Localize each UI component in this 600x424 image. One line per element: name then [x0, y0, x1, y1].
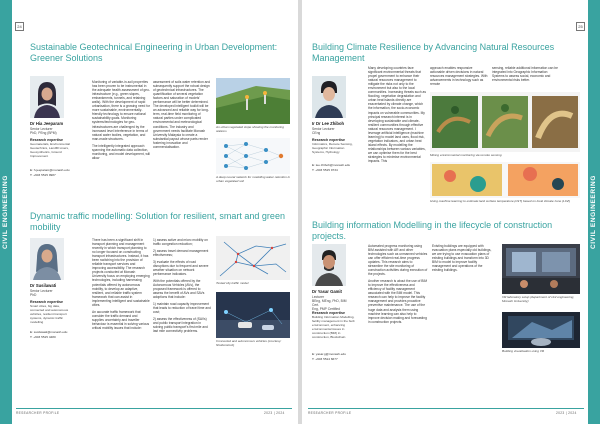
article-title: Building Climate Resilience by Advancing Natural Resources Management — [312, 42, 555, 63]
author-portrait — [30, 238, 64, 280]
expertise-text: Geomaterials, Environmental Geotechnics, Landfill Liners, Geosynthetics, Ground Improvement — [30, 142, 70, 158]
article-column-1 — [92, 238, 150, 333]
article-column-3 — [492, 66, 558, 85]
footer-right: 2023 | 2024 — [556, 411, 577, 415]
paragraph: Many developing countries face significant environmental threats that propel government to enhance their natural resources management to mitigate the risks not only to the environment but also to the local communities. Increasing threats such as flooding, vegetation degradation and urban heat islands directly are exacerbated by climate change, which the information, the socio-economic impacts on vulnerable communities. My principal research interest is in developing sustainable and climate-resilient communities through effective natural resources management. I leverage artificial intelligence (machine learning) to model land uses, flood risk, vegetation indicators, and urban heat island effects. By modelling the relationships between various variables, we can optimise them for the best strategies to minimise environmental impacts. This — [368, 66, 426, 164]
author-email[interactable]: E: h.jeeparam@monash.edu — [30, 168, 70, 172]
paragraph: assessment of soils water retention and subsequently support the robust design of geotechnical infrastructures. The quantification of several vegetation factors and saturation of models’ performance will be better determined. The developed intelligent toolkit will be an advanced and reliable way for long-term, real-time field monitoring of natural parties under complicated environmental and meteorological conditions. The industry and government needs facilitate Monash University Malaysia to create a substantial payout whose parts render fostering innovation and commercialisation. — [153, 80, 211, 149]
section-tab — [0, 0, 12, 424]
figure-caption: Using machine learning to estimate land surface temperature (LST) based on local climate zone (LCZ) — [430, 199, 570, 203]
neural-network-figure — [216, 138, 290, 174]
left-page — [0, 0, 298, 424]
section-tab — [588, 0, 600, 424]
paragraph: Another research is about the use of BIM to improve the effectiveness and efficiency of facility management associated with the BIM model. This research can help to improve the facility management and provides proactive preventive maintenance. The use of the huge data and analysis them using machine learning can also help to improve decision making and forecasting in construction projects. — [368, 279, 428, 324]
author-name: Ir Dr Lee Zhiboh — [312, 121, 345, 126]
right-page — [302, 0, 600, 424]
page-number: 24 — [15, 22, 24, 31]
figure-caption: Mining environmental monitoring via remote sensing — [430, 153, 502, 157]
article-column-2 — [430, 66, 488, 89]
paragraph: The intelligently integrated approach spanning the automatic data collection, monitoring, and model development, will allow — [92, 143, 150, 160]
paragraph: 1) assess active and micro mobility on traffic congestion reduction; — [153, 238, 208, 247]
vr-visualisation-photo — [502, 312, 580, 348]
paragraph: Automated progress monitoring using BIM assisted with AR and other technologies such as unmanned vehicles can offer efficient real-time progress updates. This research aims to streamline the site monitoring of construction activities during execution of the projects. — [368, 244, 428, 277]
author-portrait — [312, 76, 346, 118]
figure-caption: VR laboratory setup (department of civil engineering, Monash University) — [502, 295, 575, 303]
expertise-heading: Research expertise — [312, 138, 345, 142]
author-role: Senior Lecturer CEng — [312, 127, 335, 135]
footer-rule — [308, 408, 584, 409]
author-portrait — [30, 76, 64, 118]
author-role: Senior Lecturer PhD, PEng (BPM) — [30, 127, 57, 135]
expertise-heading: Research expertise — [30, 138, 63, 142]
figure-caption: Building visualisation using VR — [502, 349, 545, 353]
footer-rule — [16, 408, 292, 409]
article-column-2 — [432, 244, 494, 275]
footer-right: 2023 | 2024 — [264, 411, 285, 415]
paragraph: With the potentials offered by the Autonomous Vehicles (AVs), the proposed framework is offered to assess the benefit of AVs and SAVs adoptions that include: — [153, 278, 205, 299]
author-email[interactable]: E: susilawati@monash.edu — [30, 330, 68, 334]
expertise-heading: Research expertise — [30, 300, 63, 304]
article-column-1 — [368, 244, 428, 326]
paragraph: Monitoring of variable-in-soil properties has been proven to be instrumental in the adequate health assessment of geo-infrastructure (e.g., green slopes, embankments, tunnels, and retaining walls). With the development of rapid urbanisation, there is a growing need for more sustainable, environmentally-friendly technology to ensure national sustainability goals. Monitoring systems/technologies for geo-infrastructures are challenged by the increased level interference in terms of natural water bodies, vegetation, and man-made structures. — [92, 80, 150, 141]
figure-caption: Connected and autonomous vehicles (courtesy: Shutterstock) — [216, 339, 282, 347]
author-role: Lecturer BEng, MEng, PhD, BIM Cert. Eng, PMP Certified — [312, 295, 347, 311]
article-column-1 — [368, 66, 426, 166]
author-phone: T: +603 5514 6677 — [312, 357, 338, 361]
article-title: Building information Modelling in the lifecycle of construction projects. — [312, 220, 553, 241]
author-phone: T: +603 5515 9734 — [312, 168, 338, 172]
expertise-text: Informatics, Remote Sensing, Geographic Information Systems, Hydrology — [312, 142, 353, 154]
article-column-1 — [92, 80, 150, 162]
author-name: Dr Hia Jeeparam — [30, 121, 64, 126]
author-name: Dr Yasar Gamit — [312, 289, 342, 294]
paragraph: An accurate traffic framework that consider the traffic demand and supplies uncertainty and traveller behaviour is essential in solving various critical mobility issues that include: — [92, 309, 150, 330]
article-column-2 — [153, 238, 211, 336]
figure-caption: A deep neural network for modelling water retention in urban vegetated soil — [216, 175, 291, 183]
remote-sensing-figure — [430, 92, 580, 152]
footer-left: RESEARCHER PROFILE — [308, 411, 352, 415]
paragraph: sensing, reliable additional information can be integrated into Geographic Information Systems to assess social, economic and environmental risks better. — [492, 66, 558, 83]
article-title: Sustainable Geotechnical Engineering in Urban Development: Greener Solutions — [30, 42, 278, 63]
expertise-heading: Research expertise — [312, 311, 345, 315]
expertise-text: Smart cities, big data, connected and autonomous vehicles, resilient transport systems, dynamic traffic modelling — [30, 304, 69, 324]
slope-monitoring-photo — [216, 78, 290, 124]
article-title: Dynamic traffic modelling: Solution for resilient, smart and green mobility — [30, 211, 285, 232]
paragraph: Existing buildings are equipped with evacuation plans especially old buildings, we are trying to use evacuation plans of existing buildings and transform into 3D BIM to model to improve facility management and operations of the existing buildings. — [432, 244, 492, 273]
paragraph: 2) assess the effectiveness of (SAVs) and public transport integration in solving public transport's first mile and last mile connectivity problems. — [153, 316, 208, 333]
author-portrait — [312, 244, 346, 286]
autonomous-vehicles-photo — [216, 292, 290, 338]
paragraph: There has been a significant shift in transport planning and management recently in which transport planning to no longer focused on constructing transport infrastructures. Instead, it has been switching into the provision of reliable transport services and improving accessibility. The research projects conducted at Monash University focus on employing emerging technologies, including harnessing potentials offered by autonomous mobility, to develop an adaptive, resilient, and reliable traffic system framework that can assist in implementing intelligent and sustainable cities. — [92, 238, 150, 307]
paragraph: 1) maintain road capacity improvement that leads to reduction of travel time and cost; — [153, 301, 211, 314]
figure-caption: An urban vegetated slope showing the monitoring stations — [216, 125, 284, 133]
figure-caption: Tested city traffic model — [216, 281, 249, 285]
vr-laboratory-photo — [502, 244, 580, 294]
footer-left: RESEARCHER PROFILE — [16, 411, 60, 415]
paragraph: 2) assess travel demand management effectiveness; — [153, 248, 209, 257]
page-number: 25 — [576, 22, 585, 31]
paragraph: 3) evaluate the effects of road disruptions due to frequent and severe weather situation on network performance indicators. — [153, 259, 209, 276]
section-tab-label: CIVIL ENGINEERING — [2, 175, 9, 250]
land-surface-temperature-figure — [430, 162, 580, 198]
author-email[interactable]: E: lee.zhiboh@monash.edu — [312, 163, 351, 167]
author-email[interactable]: E: yasar.g@monash.edu — [312, 352, 346, 356]
author-phone: T: +603 5515 9987 — [30, 173, 56, 177]
paragraph: approach enables responsive actionable driven decisions in natural resources management strategies. With advancements in technology such as remote — [430, 66, 488, 87]
expertise-text: Building Information Modelling, facility management in the built environment, enhancing environmental issues in construction (BIM) in construction, Blockchain — [312, 315, 355, 339]
city-traffic-model-figure — [216, 236, 290, 280]
author-name: Dr Susilawati — [30, 283, 57, 288]
author-role: Senior Lecturer PhD — [30, 289, 53, 297]
author-phone: T: +603 5515 4480 — [30, 335, 56, 339]
article-column-2 — [153, 80, 211, 152]
section-tab-label: CIVIL ENGINEERING — [590, 175, 597, 250]
